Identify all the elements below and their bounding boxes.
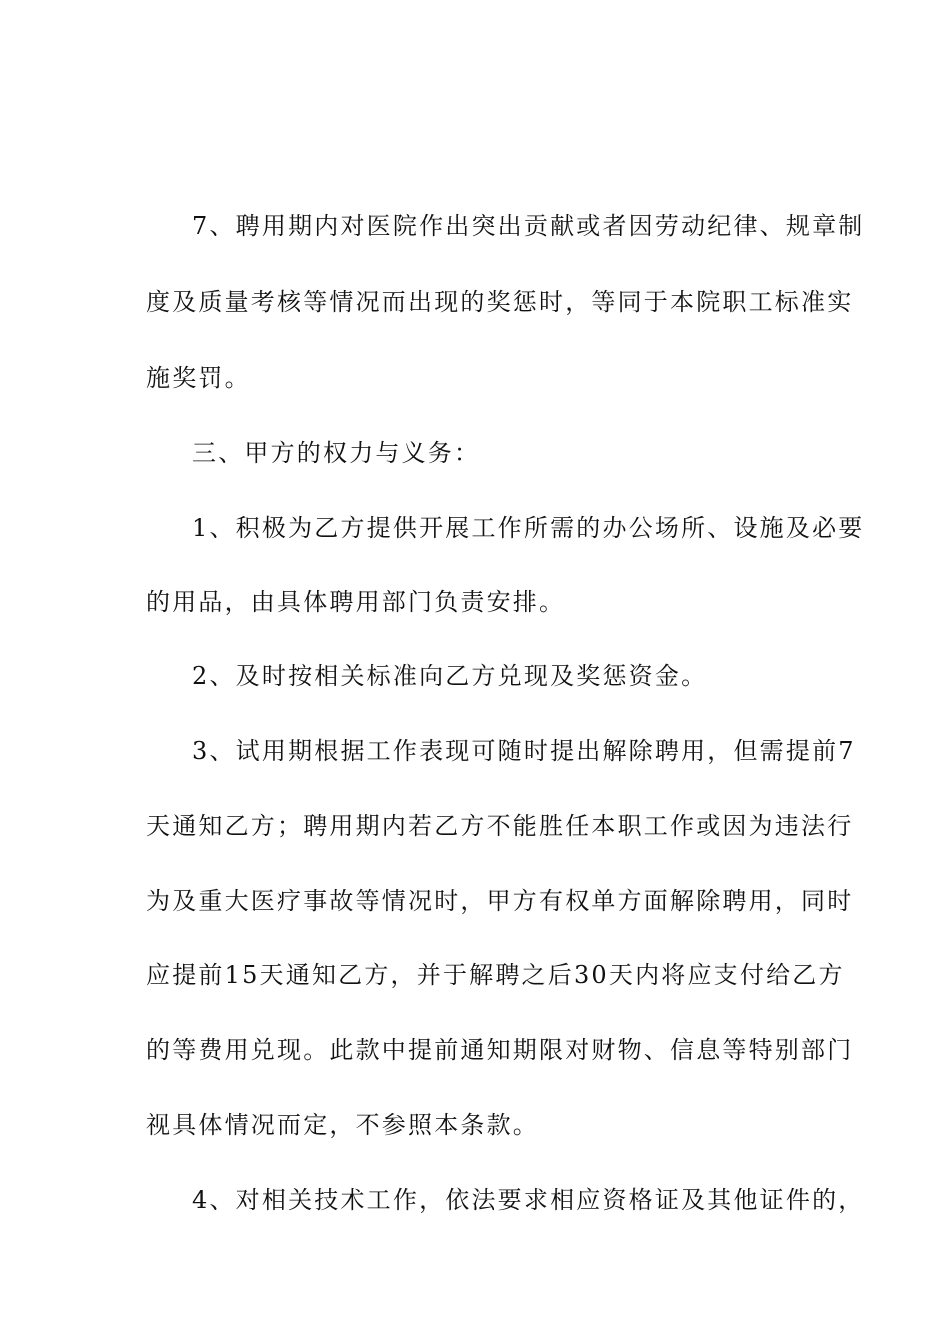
item-1-line-2: 的用品，由具体聘用部门负责安排。 [146,588,566,616]
item-3-line-2: 天通知乙方；聘用期内若乙方不能胜任本职工作或因为违法行 [146,812,854,840]
section-3-heading: 三、甲方的权力与义务： [192,439,481,467]
item-3-line-3: 为及重大医疗事故等情况时，甲方有权单方面解除聘用，同时 [146,887,854,915]
paragraph-7-line-3: 施奖罚。 [146,364,251,392]
item-3-line-5: 的等费用兑现。此款中提前通知期限对财物、信息等特别部门 [146,1036,854,1064]
paragraph-7-line-1: 7、聘用期内对医院作出突出贡献或者因劳动纪律、规章制 [192,212,865,240]
item-3-line-4: 应提前15天通知乙方，并于解聘之后30天内将应支付给乙方 [146,961,845,989]
item-2-line-1: 2、及时按相关标准向乙方兑现及奖惩资金。 [192,662,708,690]
item-4-line-1: 4、对相关技术工作，依法要求相应资格证及其他证件的， [192,1186,865,1214]
item-3-line-6: 视具体情况而定，不参照本条款。 [146,1111,539,1139]
item-3-line-1: 3、试用期根据工作表现可随时提出解除聘用，但需提前7 [192,737,856,765]
paragraph-7-line-2: 度及质量考核等情况而出现的奖惩时，等同于本院职工标准实 [146,288,854,316]
item-1-line-1: 1、积极为乙方提供开展工作所需的办公场所、设施及必要 [192,514,865,542]
